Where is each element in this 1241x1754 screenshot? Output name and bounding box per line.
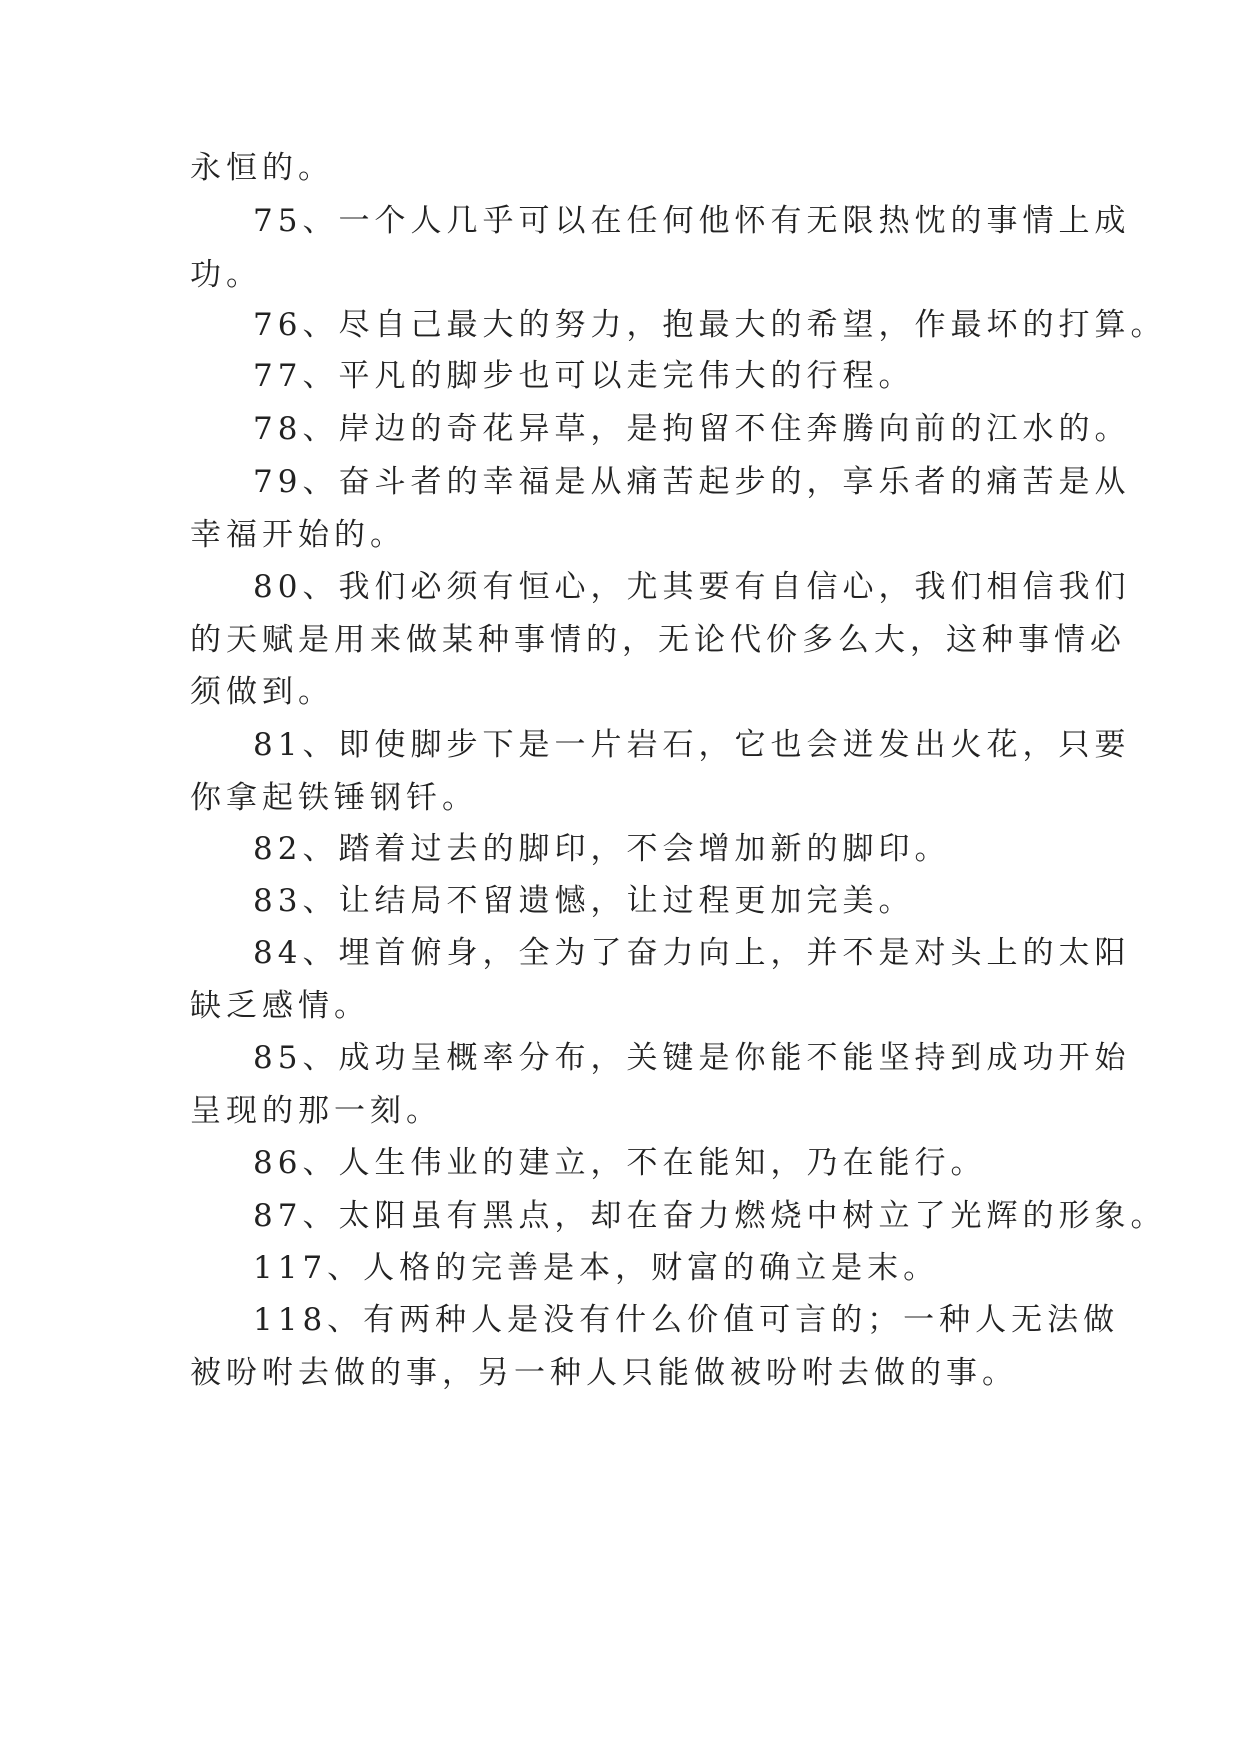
text-line: 83、让结局不留遗憾，让过程更加完美。 bbox=[253, 883, 915, 919]
text-line: 84、埋首俯身，全为了奋力向上，并不是对头上的太阳 bbox=[253, 935, 1131, 971]
text-line: 须做到。 bbox=[190, 674, 334, 710]
text-line: 82、踏着过去的脚印，不会增加新的脚印。 bbox=[253, 831, 951, 867]
text-line: 87、太阳虽有黑点，却在奋力燃烧中树立了光辉的形象。 bbox=[253, 1198, 1167, 1234]
text-line: 幸福开始的。 bbox=[190, 517, 406, 553]
text-line: 78、岸边的奇花异草，是拘留不住奔腾向前的江水的。 bbox=[253, 411, 1131, 447]
text-line: 缺乏感情。 bbox=[190, 988, 370, 1024]
text-line: 77、平凡的脚步也可以走完伟大的行程。 bbox=[253, 358, 915, 394]
text-line: 功。 bbox=[190, 257, 262, 293]
text-line: 86、人生伟业的建立，不在能知，乃在能行。 bbox=[253, 1145, 987, 1181]
text-line: 81、即使脚步下是一片岩石，它也会迸发出火花，只要 bbox=[253, 727, 1131, 763]
text-line: 的天赋是用来做某种事情的，无论代价多么大，这种事情必 bbox=[190, 622, 1126, 658]
text-line: 79、奋斗者的幸福是从痛苦起步的，享乐者的痛苦是从 bbox=[253, 464, 1131, 500]
text-line: 75、一个人几乎可以在任何他怀有无限热忱的事情上成 bbox=[253, 203, 1131, 239]
text-line: 永恒的。 bbox=[190, 150, 334, 186]
text-line: 76、尽自己最大的努力，抱最大的希望，作最坏的打算。 bbox=[253, 307, 1167, 343]
text-line: 117、人格的完善是本，财富的确立是末。 bbox=[253, 1250, 940, 1286]
text-line: 呈现的那一刻。 bbox=[190, 1093, 442, 1129]
text-line: 80、我们必须有恒心，尤其要有自信心，我们相信我们 bbox=[253, 569, 1131, 605]
text-line: 你拿起铁锤钢钎。 bbox=[190, 780, 478, 816]
text-line: 85、成功呈概率分布，关键是你能不能坚持到成功开始 bbox=[253, 1040, 1131, 1076]
text-line: 118、有两种人是没有什么价值可言的；一种人无法做 bbox=[253, 1302, 1120, 1338]
text-line: 被吩咐去做的事，另一种人只能做被吩咐去做的事。 bbox=[190, 1355, 1018, 1391]
